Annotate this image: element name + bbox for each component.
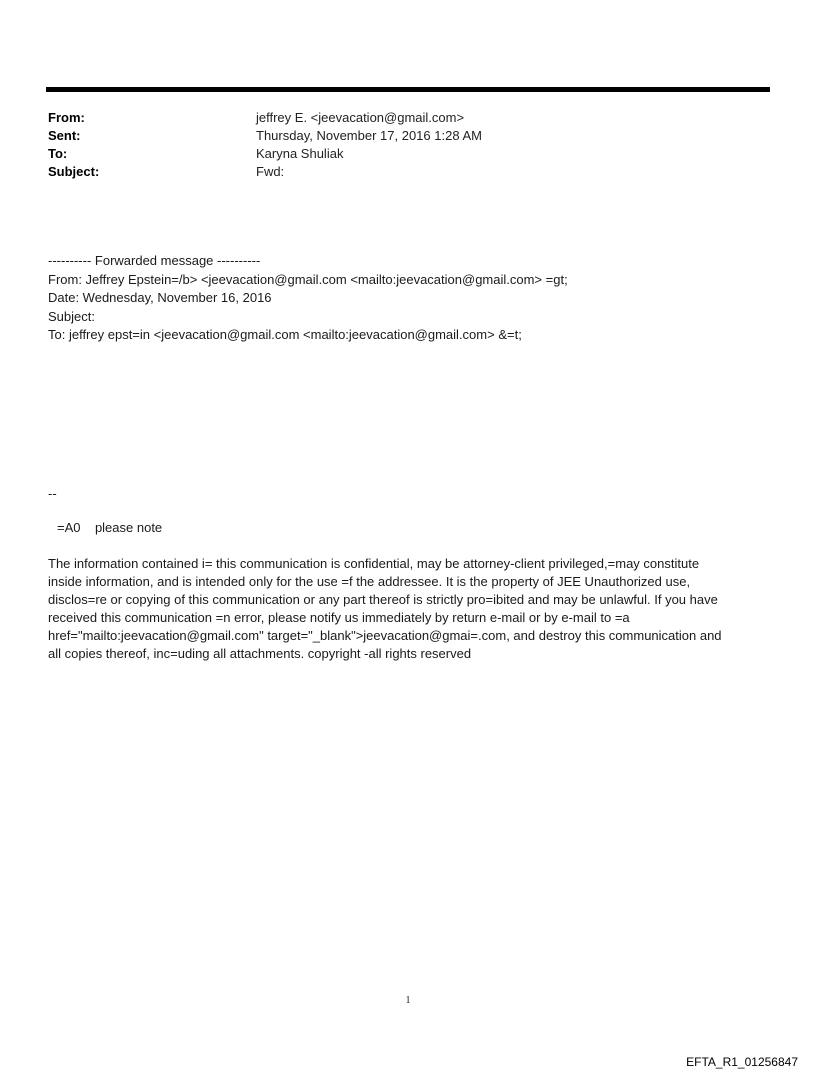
sent-value: Thursday, November 17, 2016 1:28 AM bbox=[256, 128, 482, 143]
document-id: EFTA_R1_01256847 bbox=[686, 1055, 798, 1069]
sent-row bbox=[48, 127, 768, 145]
from-row bbox=[48, 109, 768, 127]
forwarded-separator: ---------- Forwarded message ---------- bbox=[48, 253, 261, 268]
please-note: =A0 please note bbox=[57, 520, 163, 535]
forwarded-from-line: From: Jeffrey Epstein=/b> <jeevacation@gmail.com <mailto:jeevacation@gmail.com> =gt; bbox=[48, 271, 568, 287]
disclaimer-line: The information contained i= this communication is confidential, may be attorney-client privileged,=may constitute bbox=[48, 556, 700, 571]
subject-label: Subject: bbox=[48, 164, 100, 179]
forwarded-subject-line: Subject: bbox=[48, 308, 95, 324]
subject-value: Fwd: bbox=[256, 164, 285, 179]
disclaimer-line: inside information, and is intended only for the use =f the addressee. It is the property of JEE Unauthorized use, bbox=[48, 574, 691, 589]
forwarded-to-line: To: jeffrey epst=in <jeevacation@gmail.com <mailto:jeevacation@gmail.com> &=t; bbox=[48, 327, 522, 342]
to-value: Karyna Shuliak bbox=[256, 146, 344, 161]
sent-label: Sent: bbox=[48, 128, 81, 143]
confidentiality-disclaimer bbox=[48, 555, 768, 663]
page-number: 1 bbox=[405, 995, 411, 1006]
header-divider bbox=[46, 87, 770, 92]
disclaimer-line: href="mailto:jeevacation@gmail.com" target="_blank">jeevacation@gmai=.com, and destroy this communication and bbox=[48, 628, 722, 643]
disclaimer-line: disclos=re or copying of this communication or any part thereof is strictly pro=ibited and may be unlawful. If you have bbox=[48, 592, 718, 607]
from-label: From: bbox=[48, 110, 85, 125]
subject-row bbox=[48, 163, 768, 181]
forwarded-message bbox=[48, 252, 788, 345]
signature-dash: -- bbox=[48, 486, 57, 501]
from-value: jeffrey E. <jeevacation@gmail.com> bbox=[256, 110, 465, 125]
email-header bbox=[48, 109, 768, 181]
to-row bbox=[48, 145, 768, 163]
disclaimer-line: all copies thereof, inc=uding all attachments. copyright -all rights reserved bbox=[48, 646, 472, 661]
disclaimer-line: received this communication =n error, please notify us immediately by return e-mail or by e-mail to =a bbox=[48, 610, 630, 625]
forwarded-date-line: Date: Wednesday, November 16, 2016 bbox=[48, 290, 272, 305]
to-label: To: bbox=[48, 146, 68, 161]
